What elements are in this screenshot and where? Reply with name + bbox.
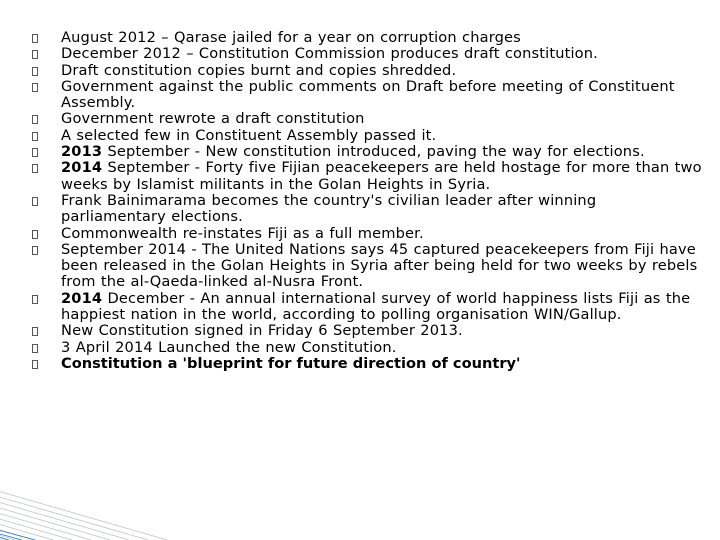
- bullet-box-icon: [32, 67, 38, 76]
- bullet-list: [32, 30, 704, 372]
- list-item: August 2012 – Qarase jailed for a year on corruption charges: [32, 30, 704, 46]
- corner-decoration: [0, 445, 190, 540]
- bullet-box-icon: [32, 115, 38, 124]
- bullet-box-icon: [32, 230, 38, 239]
- list-item: 3 April 2014 Launched the new Constitution.: [32, 340, 704, 356]
- corner-stripe: [0, 503, 129, 540]
- bullet-box-icon: [32, 148, 38, 157]
- bullet-box-icon: [32, 132, 38, 141]
- list-item: Frank Bainimarama becomes the country's civilian leader after winning parliamentary elections.: [32, 193, 704, 226]
- corner-stripe: [0, 492, 167, 540]
- bullet-box-icon: [32, 327, 38, 336]
- list-item: 2014 September - Forty five Fijian peacekeepers are held hostage for more than two weeks by Islamist militants in the Golan Heights in Syria.: [32, 160, 704, 193]
- list-item-final: Constitution a 'blueprint for future direction of country': [32, 356, 704, 372]
- list-item: Government against the public comments on Draft before meeting of Constituent Assembly.: [32, 79, 704, 112]
- corner-stripe: [0, 514, 91, 540]
- bullet-box-icon: [32, 344, 38, 353]
- bullet-box-icon: [32, 360, 38, 369]
- bullet-box-icon: [32, 197, 38, 206]
- bullet-box-icon: [32, 83, 38, 92]
- list-item: Draft constitution copies burnt and copies shredded.: [32, 63, 704, 79]
- list-item: December 2012 – Constitution Commission produces draft constitution.: [32, 46, 704, 62]
- list-item: Government rewrote a draft constitution: [32, 111, 704, 127]
- list-item: A selected few in Constituent Assembly passed it.: [32, 128, 704, 144]
- bullet-box-icon: [32, 50, 38, 59]
- bullet-box-icon: [32, 34, 38, 43]
- bullet-box-icon: [32, 164, 38, 173]
- corner-gray-stripes: [0, 492, 167, 540]
- bullet-box-icon: [32, 295, 38, 304]
- list-item: 2014 December - An annual international survey of world happiness lists Fiji as the happiest nation in the world, according to polling organisation WIN/Gallup.: [32, 291, 704, 324]
- corner-stripe: [0, 497, 148, 540]
- corner-blue-stripes: [0, 530, 35, 540]
- bullet-box-icon: [32, 246, 38, 255]
- list-item: September 2014 - The United Nations says 45 captured peacekeepers from Fiji have been released in the Golan Heights in Syria after being held for two weeks by rebels from the al-Qaeda-linked al-Nusra Front.: [32, 242, 704, 291]
- list-item: New Constitution signed in Friday 6 September 2013.: [32, 323, 704, 339]
- list-item: 2013 September - New constitution introduced, paving the way for elections.: [32, 144, 704, 160]
- list-item: Commonwealth re-instates Fiji as a full member.: [32, 226, 704, 242]
